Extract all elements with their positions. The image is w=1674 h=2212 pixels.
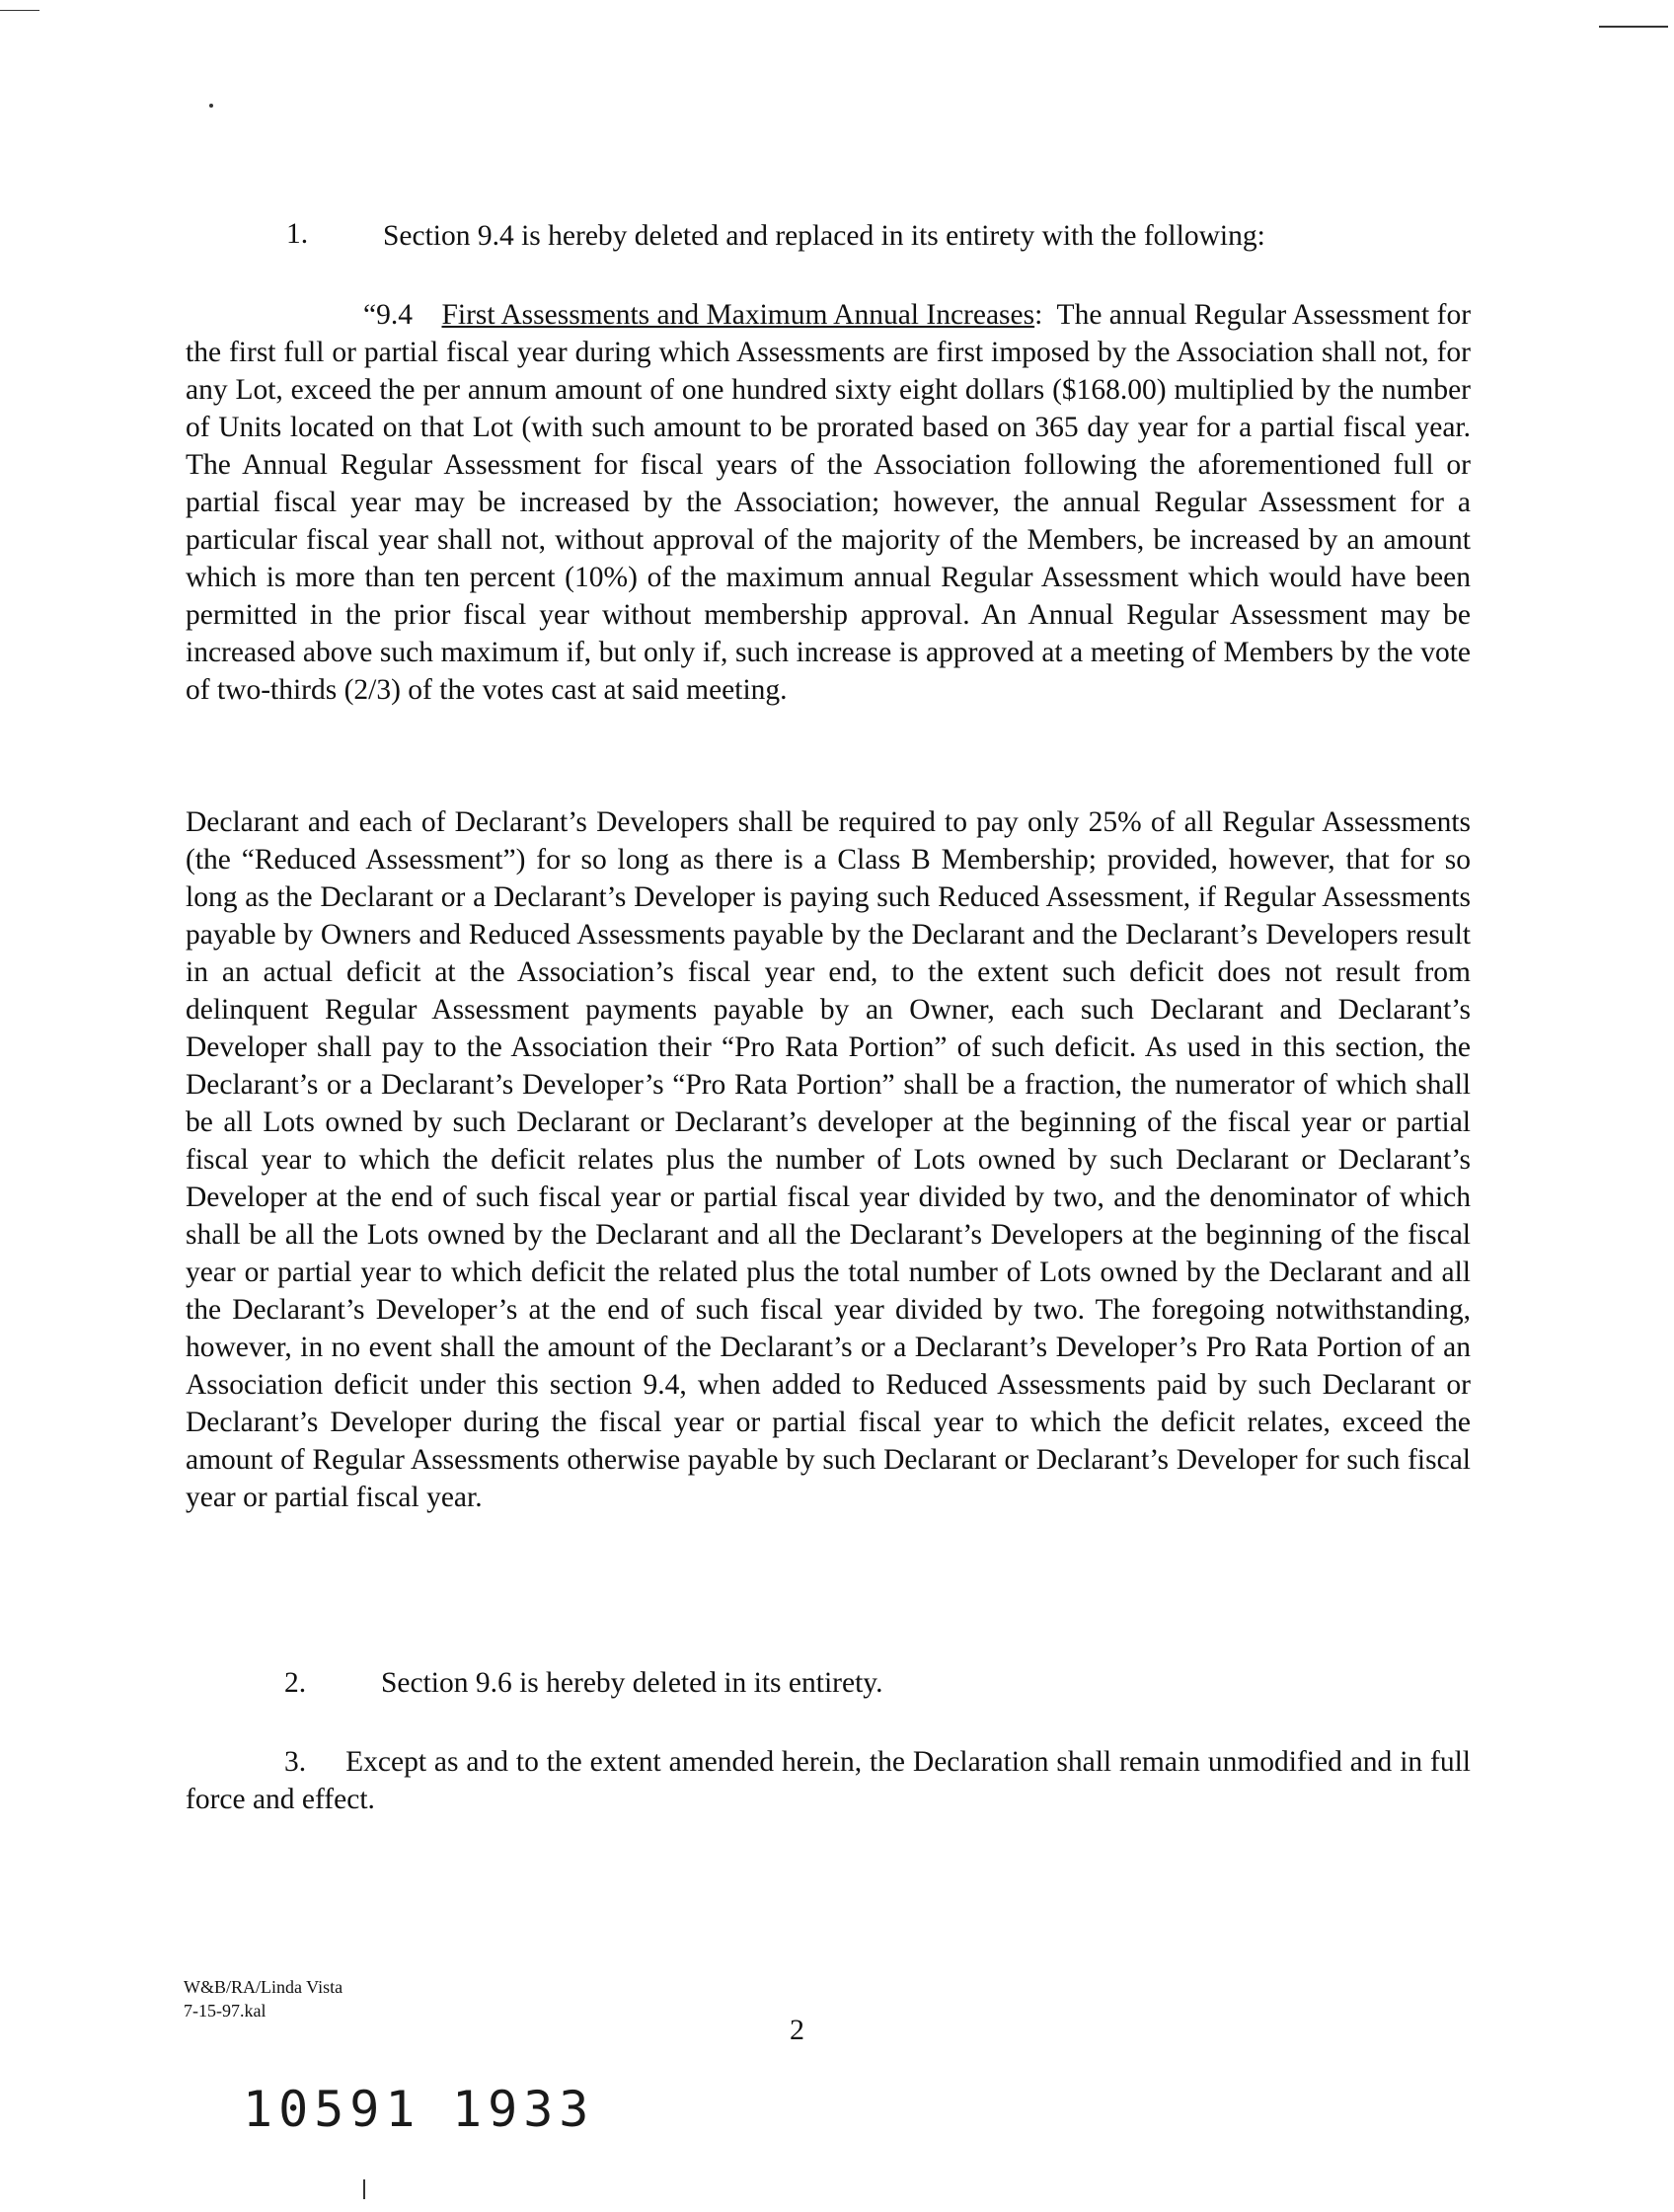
section-9-4-body: The annual Regular Assessment for the first full or partial fiscal year during which Assessments are first imposed by the Association shall not, for any Lot, exceed the per annum amount of one hundred sixty eight dollars ($168.00) multiplied by the number of Units located on that Lot (with such amount to be prorated based on 365 day year for a partial fiscal year. The Annual Regular Assessment for fiscal years of the Association following the aforementioned full or partial fiscal year may be increased by the Association; however, the annual Regular Assessment for a particular fiscal year shall not, without approval of the majority of the Members, be increased by an amount which is more than ten percent (10%) of the maximum annual Regular Assessment which would have been permitted in the prior fiscal year without membership approval. An Annual Regular Assessment may be increased above such maximum if, but only if, such increase is approved at a meeting of Members by the vote of two-thirds (2/3) of the votes cast at said meeting.	[186, 299, 1472, 706]
declarant-paragraph: Declarant and each of Declarant’s Developers shall be required to pay only 25% of all Regular Assessments (the “Reduced Assessment”) for so long as there is a Class B Membership; provided, however, that for so long as the Declarant or a Declarant’s Developer is paying such Reduced Assessment, if Regular Assessments payable by Owners and Reduced Assessments payable by the Declarant and the Declarant’s Developers result in an actual deficit at the Association’s fiscal year end, to the extent such deficit does not result from delinquent Regular Assessment payments payable by an Owner, each such Declarant and Declarant’s Developer shall pay to the Association their “Pro Rata Portion” of such deficit. As used in this section, the Declarant’s or a Declarant’s Developer’s “Pro Rata Portion” shall be a fraction, the numerator of which shall be all Lots owned by such Declarant or Declarant’s developer at the beginning of the fiscal year or partial fiscal year to which the deficit relates plus the number of Lots owned by such Declarant or Declarant’s Developer at the end of such fiscal year or partial fiscal year divided by two, and the denominator of which shall be all the Lots owned by the Declarant and all the Declarant’s Developers at the beginning of the fiscal year or partial year to which deficit the related plus the total number of Lots owned by the Declarant and all the Declarant’s Developer’s at the end of such fiscal year divided by two. The foregoing notwithstanding, however, in no event shall the amount of the Declarant’s or a Declarant’s Developer’s Pro Rata Portion of an Association deficit under this section 9.4, when added to Reduced Assessments paid by such Declarant or Declarant’s Developer during the fiscal year or partial fiscal year to which the deficit relates, exceed the amount of Regular Assessments otherwise payable by such Declarant or Declarant’s Developer for such fiscal year or partial fiscal year.	[186, 806, 1471, 1513]
scan-mark-top-left	[0, 10, 39, 11]
item-3-number: 3.	[284, 1746, 307, 1778]
file-reference-line-2: 7-15-97.kal	[184, 2001, 266, 2021]
item-2-number: 2.	[284, 1667, 307, 1699]
scan-dot	[209, 104, 213, 108]
item-3-paragraph	[186, 1743, 1471, 1818]
scan-mark-bottom	[363, 2179, 365, 2199]
item-2-text: Section 9.6 is hereby deleted in its entirety.	[381, 1667, 883, 1699]
item-3-text-rest: unmodified and in full force and effect.	[186, 1746, 1472, 1815]
recording-stamp-left: 10591	[243, 2081, 421, 2138]
item-3-text-start: Except as and to the extent amended herein, the Declaration shall remain	[345, 1746, 1200, 1778]
item-1-number: 1.	[286, 218, 309, 250]
item-1-text: Section 9.4 is hereby deleted and replaced in its entirety with the following:	[383, 220, 1265, 252]
file-reference-line-1: W&B/RA/Linda Vista	[184, 1977, 343, 1997]
recording-stamp-right: 1933	[452, 2081, 595, 2138]
section-9-4-heading: First Assessments and Maximum Annual Increases	[441, 299, 1035, 331]
scan-mark-top-right	[1599, 26, 1668, 28]
section-9-4-colon: :	[1034, 299, 1043, 331]
page-number: 2	[790, 2014, 804, 2046]
section-9-4-paragraph	[186, 296, 1471, 709]
section-9-4-number: “9.4	[363, 299, 413, 331]
